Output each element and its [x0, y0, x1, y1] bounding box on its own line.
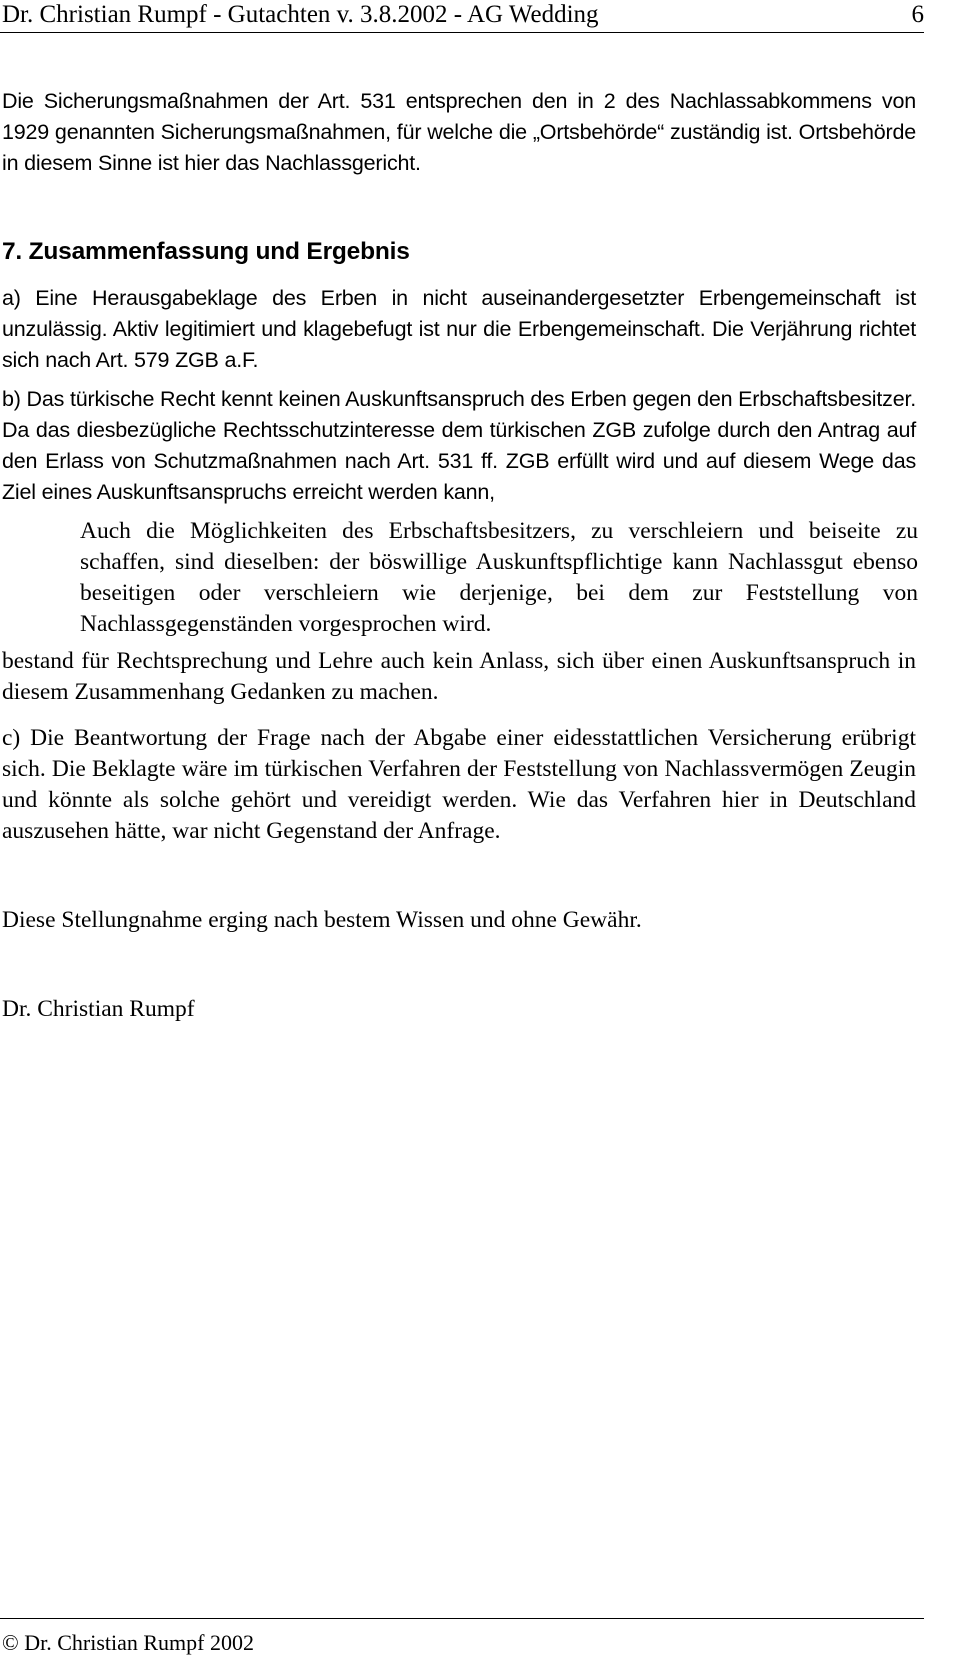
closing-statement: Diese Stellungnahme erging nach bestem Wissen und ohne Gewähr.: [2, 907, 642, 933]
footer-divider: [0, 1618, 924, 1619]
paragraph-a: a) Eine Herausgabeklage des Erben in nicht auseinandergesetzter Erbengemeinschaft ist unzulässig. Aktiv legitimiert und klagebefugt ist nur die Erbengemeinschaft. Die Verjährung richtet sich nach Art. 579 ZGB a.F.: [2, 286, 916, 372]
paragraph-c: c) Die Beantwortung der Frage nach der Abgabe einer eidesstattlichen Versicherung erübrigt sich. Die Beklagte wäre im türkischen Verfahren der Feststellung von Nachlassvermögen Zeugin und könnte als solche gehört und vereidigt werden. Wie das Verfahren hier in Deutschland auszusehen hätte, war nicht Gegenstand der Anfrage.: [2, 725, 916, 844]
block-quote: Auch die Möglichkeiten des Erbschaftsbesitzers, zu verschleiern und beiseite zu schaffen, sind dieselben: der böswillige Auskunftspflichtige kann Nachlassgut ebenso beseitigen oder verschleiern wie derjenige, bei dem zur Feststellung von Nachlassgegenständen vorgesprochen wird.: [80, 518, 918, 637]
page-number: 6: [911, 1, 924, 28]
page-header: [0, 0, 924, 33]
footer-copyright: © Dr. Christian Rumpf 2002: [2, 1630, 254, 1655]
header-title: Dr. Christian Rumpf - Gutachten v. 3.8.2002 - AG Wedding: [2, 1, 599, 28]
signature: Dr. Christian Rumpf: [2, 996, 195, 1022]
paragraph-b: b) Das türkische Recht kennt keinen Auskunftsanspruch des Erben gegen den Erbschaftsbesitzer. Da das diesbezügliche Rechtsschutzinteresse dem türkischen ZGB zufolge durch den Antrag auf den Erlass von Schutzmaßnahmen nach Art. 531 ff. ZGB erfüllt wird und auf diesem Wege das Ziel eines Auskunftsanspruchs erreicht werden kann,: [2, 387, 916, 504]
intro-paragraph: Die Sicherungsmaßnahmen der Art. 531 entsprechen den in 2 des Nachlassabkommens von 1929 genannten Sicherungsmaßnahmen, für welche die „Ortsbehörde“ zuständig ist. Ortsbehörde in diesem Sinne ist hier das Nachlassgericht.: [2, 89, 916, 175]
section-heading: 7. Zusammenfassung und Ergebnis: [2, 238, 410, 265]
continuation-paragraph: bestand für Rechtsprechung und Lehre auch kein Anlass, sich über einen Auskunftsanspruch in diesem Zusammenhang Gedanken zu machen.: [2, 648, 916, 705]
